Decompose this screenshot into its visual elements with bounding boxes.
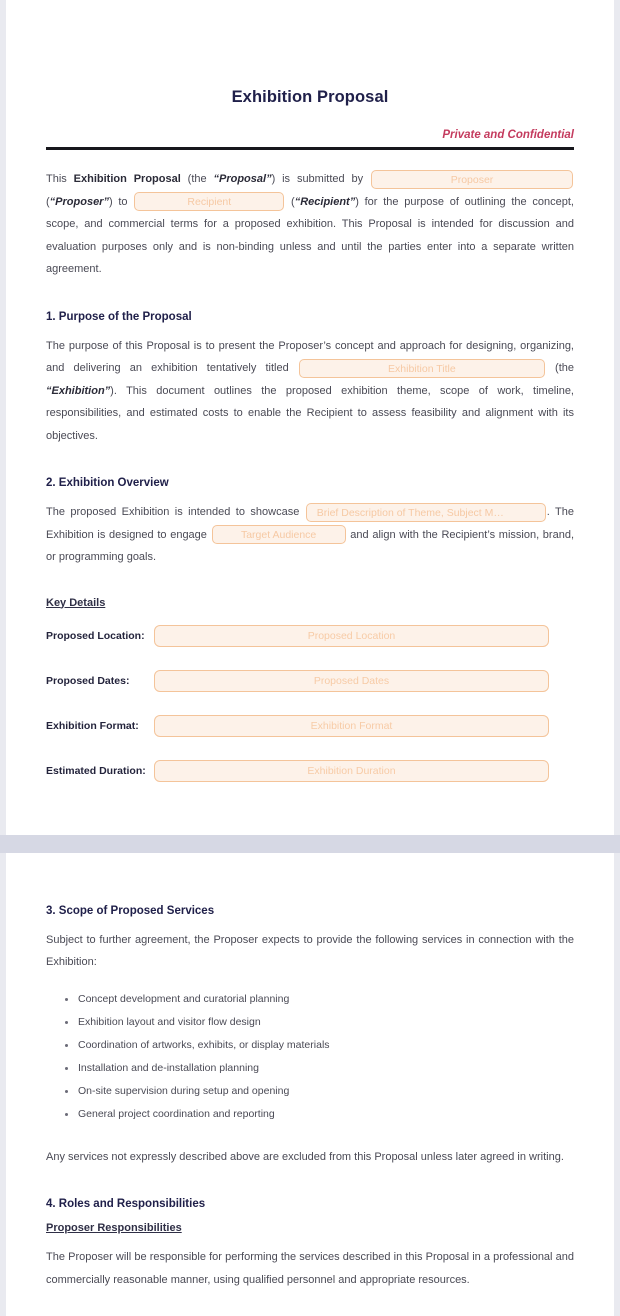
intro-text-5: ) to bbox=[108, 195, 134, 208]
document-page-2 bbox=[6, 853, 614, 1316]
spacer bbox=[46, 1126, 574, 1146]
list-item: Coordination of artworks, exhibits, or display materials bbox=[78, 1034, 574, 1057]
intro-paragraph bbox=[46, 168, 574, 281]
overview-text-3: and align with the Recipient’s mission, brand, or programming goals. bbox=[46, 528, 574, 563]
key-detail-row bbox=[46, 715, 574, 737]
page-title: Exhibition Proposal bbox=[231, 88, 389, 106]
proposed-dates-field[interactable]: Proposed Dates bbox=[154, 670, 549, 692]
scope-intro-paragraph: Subject to further agreement, the Proposer expects to provide the following services in connection with the Exhibition: bbox=[46, 933, 574, 968]
section-heading-roles: 4. Roles and Responsibilities bbox=[46, 1198, 206, 1210]
recipient-field[interactable]: Recipient bbox=[134, 192, 284, 211]
purpose-quoted-exhibition: “Exhibition” bbox=[46, 384, 111, 397]
purpose-text-3: ). This document outlines the proposed exhibition theme, scope of work, timeline, responsibilities, and estimated costs to enable the Recipient to assess feasibility and alignment with its objectives. bbox=[46, 384, 574, 442]
intro-text-3: ) is submitted by bbox=[271, 173, 370, 185]
intro-quoted-proposal: “Proposal” bbox=[213, 173, 272, 185]
confidentiality-notice: Private and Confidential bbox=[442, 129, 574, 141]
overview-text-2: . The Exhibition is designed to engage bbox=[46, 506, 574, 541]
services-list bbox=[46, 988, 574, 1126]
exhibition-title-field[interactable]: Exhibition Title bbox=[299, 359, 545, 378]
proposer-responsibilities-paragraph: The Proposer will be responsible for performing the services described in this Proposal in a professional and commercially reasonable manner, using qualified personnel and appropriate resources. bbox=[46, 1251, 574, 1286]
key-detail-row bbox=[46, 670, 574, 692]
intro-text-1: This bbox=[46, 173, 74, 185]
key-details-heading: Key Details bbox=[46, 596, 106, 609]
theme-description-field[interactable]: Brief Description of Theme, Subject M… bbox=[306, 503, 546, 522]
list-item: On-site supervision during setup and opening bbox=[78, 1080, 574, 1103]
list-item: General project coordination and reporting bbox=[78, 1103, 574, 1126]
proposer-responsibilities-heading: Proposer Responsibilities bbox=[46, 1222, 182, 1234]
purpose-text-2: (the bbox=[545, 362, 575, 374]
document-page-1 bbox=[6, 0, 614, 835]
proposed-location-field[interactable]: Proposed Location bbox=[154, 625, 549, 647]
key-detail-row bbox=[46, 625, 574, 647]
overview-paragraph bbox=[46, 501, 574, 569]
page-separator bbox=[0, 835, 620, 853]
intro-term-proposal: Exhibition Proposal bbox=[73, 173, 181, 185]
list-item: Exhibition layout and visitor flow design bbox=[78, 1011, 574, 1034]
header-divider bbox=[46, 147, 574, 150]
key-detail-label: Estimated Duration: bbox=[46, 764, 146, 777]
intro-text-6: ( bbox=[285, 195, 295, 208]
exhibition-format-field[interactable]: Exhibition Format bbox=[154, 715, 549, 737]
intro-quoted-recipient: “Recipient” bbox=[294, 195, 356, 208]
section-heading-overview: 2. Exhibition Overview bbox=[46, 477, 169, 489]
intro-quoted-proposer: “Proposer” bbox=[49, 195, 109, 208]
key-detail-label: Proposed Dates: bbox=[46, 674, 130, 687]
section-heading-purpose: 1. Purpose of the Proposal bbox=[46, 310, 192, 323]
list-item: Installation and de-installation planning bbox=[78, 1057, 574, 1080]
list-item: Concept development and curatorial planning bbox=[78, 988, 574, 1011]
key-detail-label: Exhibition Format: bbox=[46, 719, 139, 732]
purpose-paragraph bbox=[46, 335, 574, 448]
key-detail-row bbox=[46, 760, 574, 782]
intro-text-4: ( bbox=[46, 195, 50, 208]
purpose-text-1: The purpose of this Proposal is to present the Proposer’s concept and approach for designing, organizing, and delivering an exhibition tentatively titled bbox=[46, 339, 574, 374]
key-detail-label: Proposed Location: bbox=[46, 629, 145, 642]
target-audience-field[interactable]: Target Audience bbox=[212, 525, 346, 544]
estimated-duration-field[interactable]: Exhibition Duration bbox=[154, 760, 549, 782]
key-details-list bbox=[46, 625, 574, 782]
section-heading-scope: 3. Scope of Proposed Services bbox=[46, 904, 215, 917]
intro-text-2: (the bbox=[180, 173, 214, 185]
intro-text-7: ) for the purpose of outlining the concept, scope, and commercial terms for a proposed exhibition. This Proposal is intended for discussion and evaluation purposes only and is non-binding unless and until the parties enter into a separate written agreement. bbox=[46, 195, 574, 275]
proposer-field[interactable]: Proposer bbox=[371, 170, 573, 189]
overview-text-1: The proposed Exhibition is intended to showcase bbox=[46, 506, 305, 518]
exclusion-note: Any services not expressly described above are excluded from this Proposal unless later agreed in writing. bbox=[46, 1150, 564, 1163]
